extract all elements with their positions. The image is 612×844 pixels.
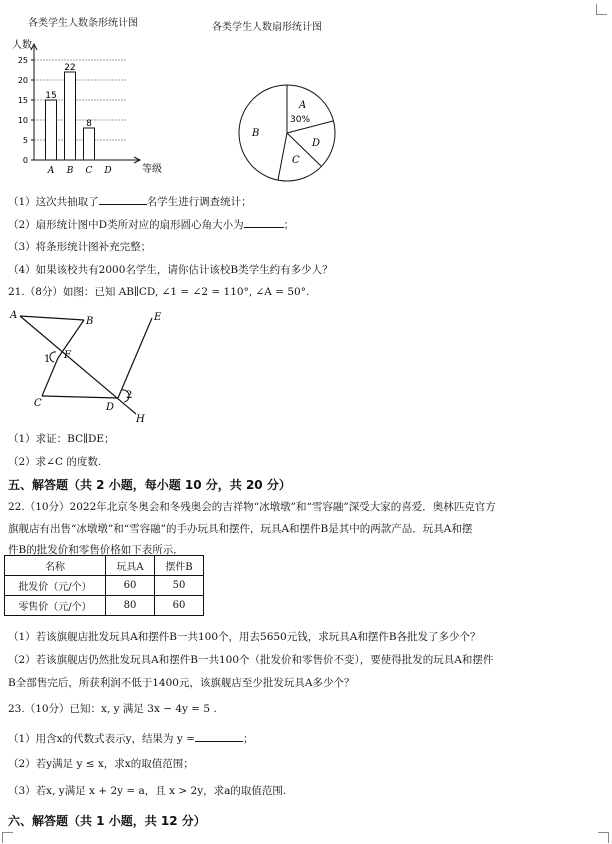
table-header-row xyxy=(5,556,204,576)
price-table xyxy=(4,555,204,616)
x-tick-label: B xyxy=(66,166,74,176)
y-tick-label: 5 xyxy=(22,136,28,145)
q22-stem-line: 22.（10分）2022年北京冬奥会和冬残奥会的吉祥物“冰墩墩”和“雪容融”深受大家的喜爱．奥林匹克官方 xyxy=(8,501,496,513)
q20-part1 xyxy=(8,194,252,209)
pie-percent-a: 30% xyxy=(290,115,311,125)
answer-blank xyxy=(195,731,243,742)
q20-part2-text: （2）扇形统计图中D类所对应的扇形圆心角大小为 xyxy=(8,219,244,231)
pie-divider xyxy=(278,133,287,180)
q22-stem-line: 旗舰店有出售“冰墩墩”和“雪容融”的手办玩具和摆件，玩具A和摆件B是其中的两款产品．玩具A和摆 xyxy=(8,523,473,535)
data-label: 22 xyxy=(64,63,76,73)
table-row xyxy=(5,596,204,616)
crop-mark-bottom-left xyxy=(2,832,13,843)
segment-de xyxy=(118,318,152,398)
x-tick-label: C xyxy=(85,166,93,176)
q21-stem: 21.（8分）如图：已知 AB∥CD, ∠1 = ∠2 = 110°, ∠A = 50°. xyxy=(8,286,310,298)
q22-part2-line: （2）若该旗舰店仍然批发玩具A和摆件B一共100个（批发价和零售价不变），要使得批发的玩具A和摆件 xyxy=(8,654,494,666)
angle-label: 2 xyxy=(126,390,133,401)
q20-part1-text-end: 名学生进行调查统计； xyxy=(146,196,252,208)
segment-ab xyxy=(20,316,84,320)
bar-c xyxy=(84,128,95,160)
y-tick-label: 0 xyxy=(22,156,28,165)
bar-chart-title: 各类学生人数条形统计图 xyxy=(28,18,138,29)
y-tick-label: 10 xyxy=(17,116,28,125)
point-label: E xyxy=(154,312,162,323)
bar-chart xyxy=(0,34,200,184)
y-axis-label: 人数 xyxy=(12,40,32,51)
table-row xyxy=(5,576,204,596)
q20-part4: （4）如果该校共有2000名学生，请你估计该校B类学生约有多少人？ xyxy=(8,264,333,276)
angle-1-arc xyxy=(50,352,56,362)
table-cell: 60 xyxy=(155,596,204,616)
pie-label-c: C xyxy=(292,155,300,166)
x-axis-label: 等级 xyxy=(142,164,162,175)
point-label: C xyxy=(34,398,42,409)
section-heading: 五、解答题（共 2 小题，每小题 10 分，共 20 分） xyxy=(8,478,291,492)
y-tick-label: 20 xyxy=(17,76,28,85)
q23-part1-text: （1）用含x的代数式表示y，结果为 y = xyxy=(8,733,195,745)
x-tick-label: A xyxy=(47,166,55,176)
answer-blank xyxy=(99,194,147,205)
x-tick-label: D xyxy=(104,166,112,176)
q23-stem: 23.（10分）已知：x, y 满足 3x − 4y = 5 . xyxy=(8,703,217,715)
q23-part3: （3）若x, y满足 x + 2y = a，且 x > 2y，求a的取值范围. xyxy=(8,785,287,797)
q23-part1 xyxy=(8,731,253,746)
section-heading: 六、解答题（共 1 小题，共 12 分） xyxy=(8,814,206,828)
table-cell: 批发价（元/个） xyxy=(5,576,106,596)
crop-mark-bottom-right xyxy=(598,832,609,843)
pie-label-a: A xyxy=(299,100,307,111)
table-cell: 零售价（元/个） xyxy=(5,596,106,616)
crop-mark-top-right xyxy=(596,4,607,15)
q23-part2: （2）若y满足 y ≤ x，求x的取值范围； xyxy=(8,758,194,770)
q21-part2: （2）求∠C 的度数. xyxy=(8,456,102,468)
table-cell: 50 xyxy=(155,576,204,596)
angle-label: 1 xyxy=(44,354,51,365)
q20-part2 xyxy=(8,217,294,232)
y-tick-label: 15 xyxy=(17,96,28,105)
table-header-cell: 名称 xyxy=(5,556,106,576)
q22-part2-line: B全部售完后，所获利润不低于1400元，该旗舰店至少批发玩具A多少个？ xyxy=(8,677,355,689)
point-label: A xyxy=(10,310,18,321)
y-tick-label: 25 xyxy=(17,56,28,65)
q22-part1: （1）若该旗舰店批发玩具A和摆件B一共100个，用去5650元钱，求玩具A和摆件B各批发了多少个？ xyxy=(8,631,481,643)
answer-blank xyxy=(244,217,284,228)
q20-part1-text: （1）这次共抽取了 xyxy=(8,196,99,208)
q20-part3: （3）将条形统计图补充完整； xyxy=(8,241,152,253)
point-label: F xyxy=(64,350,71,361)
q21-part1: （1）求证：BC∥DE； xyxy=(8,433,115,445)
pie-chart xyxy=(232,78,342,188)
point-label: D xyxy=(106,402,115,413)
q23-part1-text-end: ； xyxy=(242,733,254,745)
table-header-cell: 玩具A xyxy=(106,556,155,576)
data-label: 8 xyxy=(86,119,92,129)
table-cell: 80 xyxy=(106,596,155,616)
bar-b xyxy=(65,72,76,160)
segment-bf xyxy=(58,320,84,358)
pie-chart-title: 各类学生人数扇形统计图 xyxy=(212,22,322,33)
data-label: 15 xyxy=(45,91,57,101)
pie-label-b: B xyxy=(252,128,260,139)
q20-part2-text-end: ； xyxy=(283,219,295,231)
bar-a xyxy=(46,100,57,160)
table-cell: 60 xyxy=(106,576,155,596)
point-label: H xyxy=(136,414,145,425)
point-label: B xyxy=(86,316,94,327)
q22-stem-line: 件B的批发价和零售价格如下表所示． xyxy=(8,544,184,556)
pie-label-d: D xyxy=(312,138,321,149)
geometry-figure xyxy=(6,306,176,426)
table-header-cell: 摆件B xyxy=(155,556,204,576)
segment-cd xyxy=(42,396,118,398)
